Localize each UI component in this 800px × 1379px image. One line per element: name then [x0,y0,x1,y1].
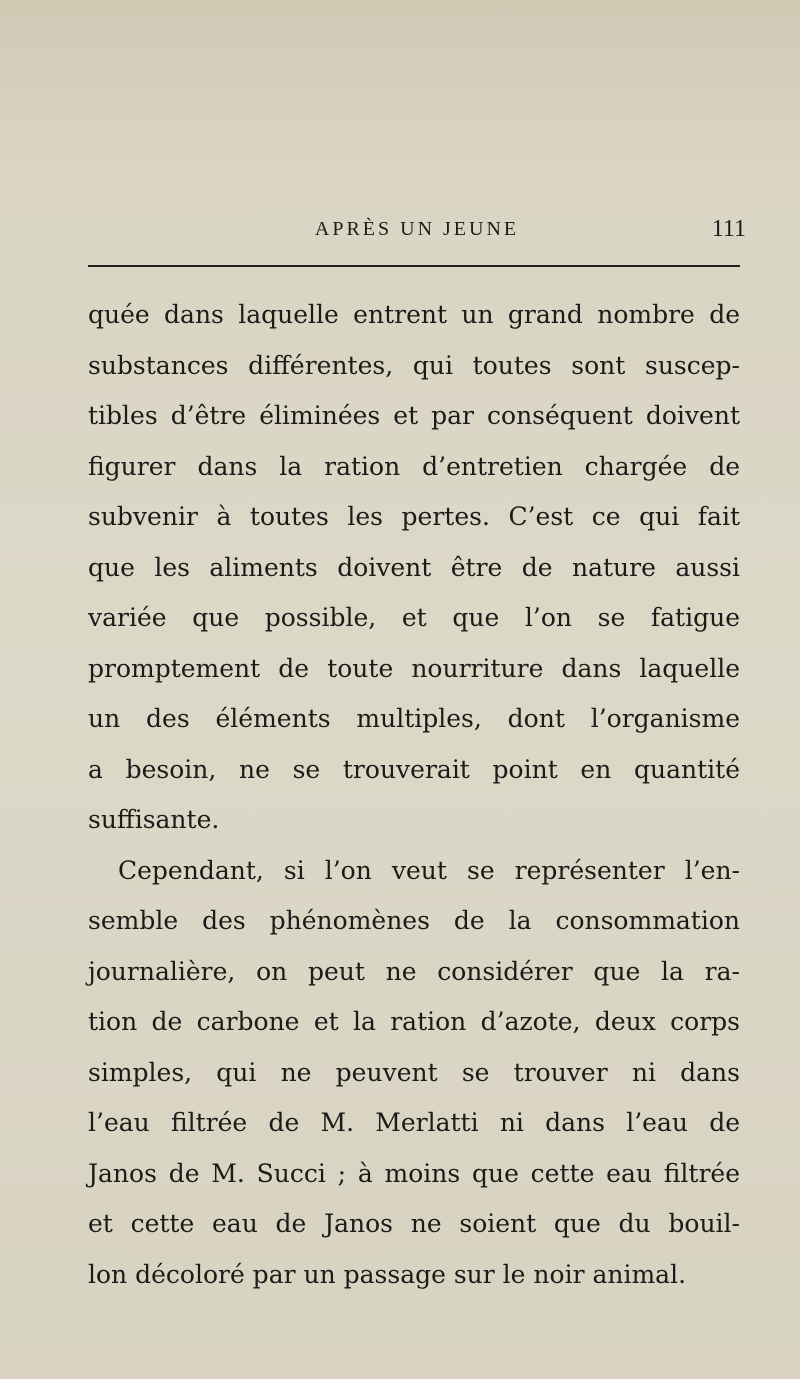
text-line: et cette eau de Janos ne soient que du bouil- [88,1209,740,1238]
text-line: substances différentes, qui toutes sont suscep- [88,350,740,380]
running-title: APRÈS UN JEUNE [314,218,520,240]
page-number: 111 [711,216,746,242]
header-rule [88,265,740,267]
text-line: tibles d’être éliminées et par conséquent doivent [88,401,740,430]
text-line: que les aliments doivent être de nature aussi [88,552,740,582]
text-line: promptement de toute nourriture dans laquelle [88,653,740,683]
text-line: lon décoloré par un passage sur le noir animal. [88,1259,687,1289]
text-line: a besoin, ne se trouverait point en quantité [88,754,740,784]
text-line: tion de carbone et la ration d’azote, deux corps [88,1007,740,1036]
text-line: subvenir à toutes les pertes. C’est ce qui fait [88,502,740,531]
body-text [88,290,740,1300]
text-line: figurer dans la ration d’entretien chargée de [88,451,740,481]
running-head [88,216,746,246]
text-line: quée dans laquelle entrent un grand nombre de [88,300,740,329]
text-line: Cependant, si l’on veut se représenter l’en- [118,855,740,885]
text-line: l’eau filtrée de M. Merlatti ni dans l’eau de [88,1108,740,1137]
text-line: Janos de M. Succi ; à moins que cette eau filtrée [88,1158,740,1188]
text-line: un des éléments multiples, dont l’organisme [88,704,740,733]
text-line: journalière, on peut ne considérer que la ra- [88,956,740,986]
paragraph [88,290,740,846]
text-line: semble des phénomènes de la consommation [88,906,740,935]
paragraph [88,846,740,1301]
text-line: suffisante. [88,805,220,834]
text-line: simples, qui ne peuvent se trouver ni dans [88,1057,740,1087]
text-line: variée que possible, et que l’on se fatigue [88,603,740,632]
